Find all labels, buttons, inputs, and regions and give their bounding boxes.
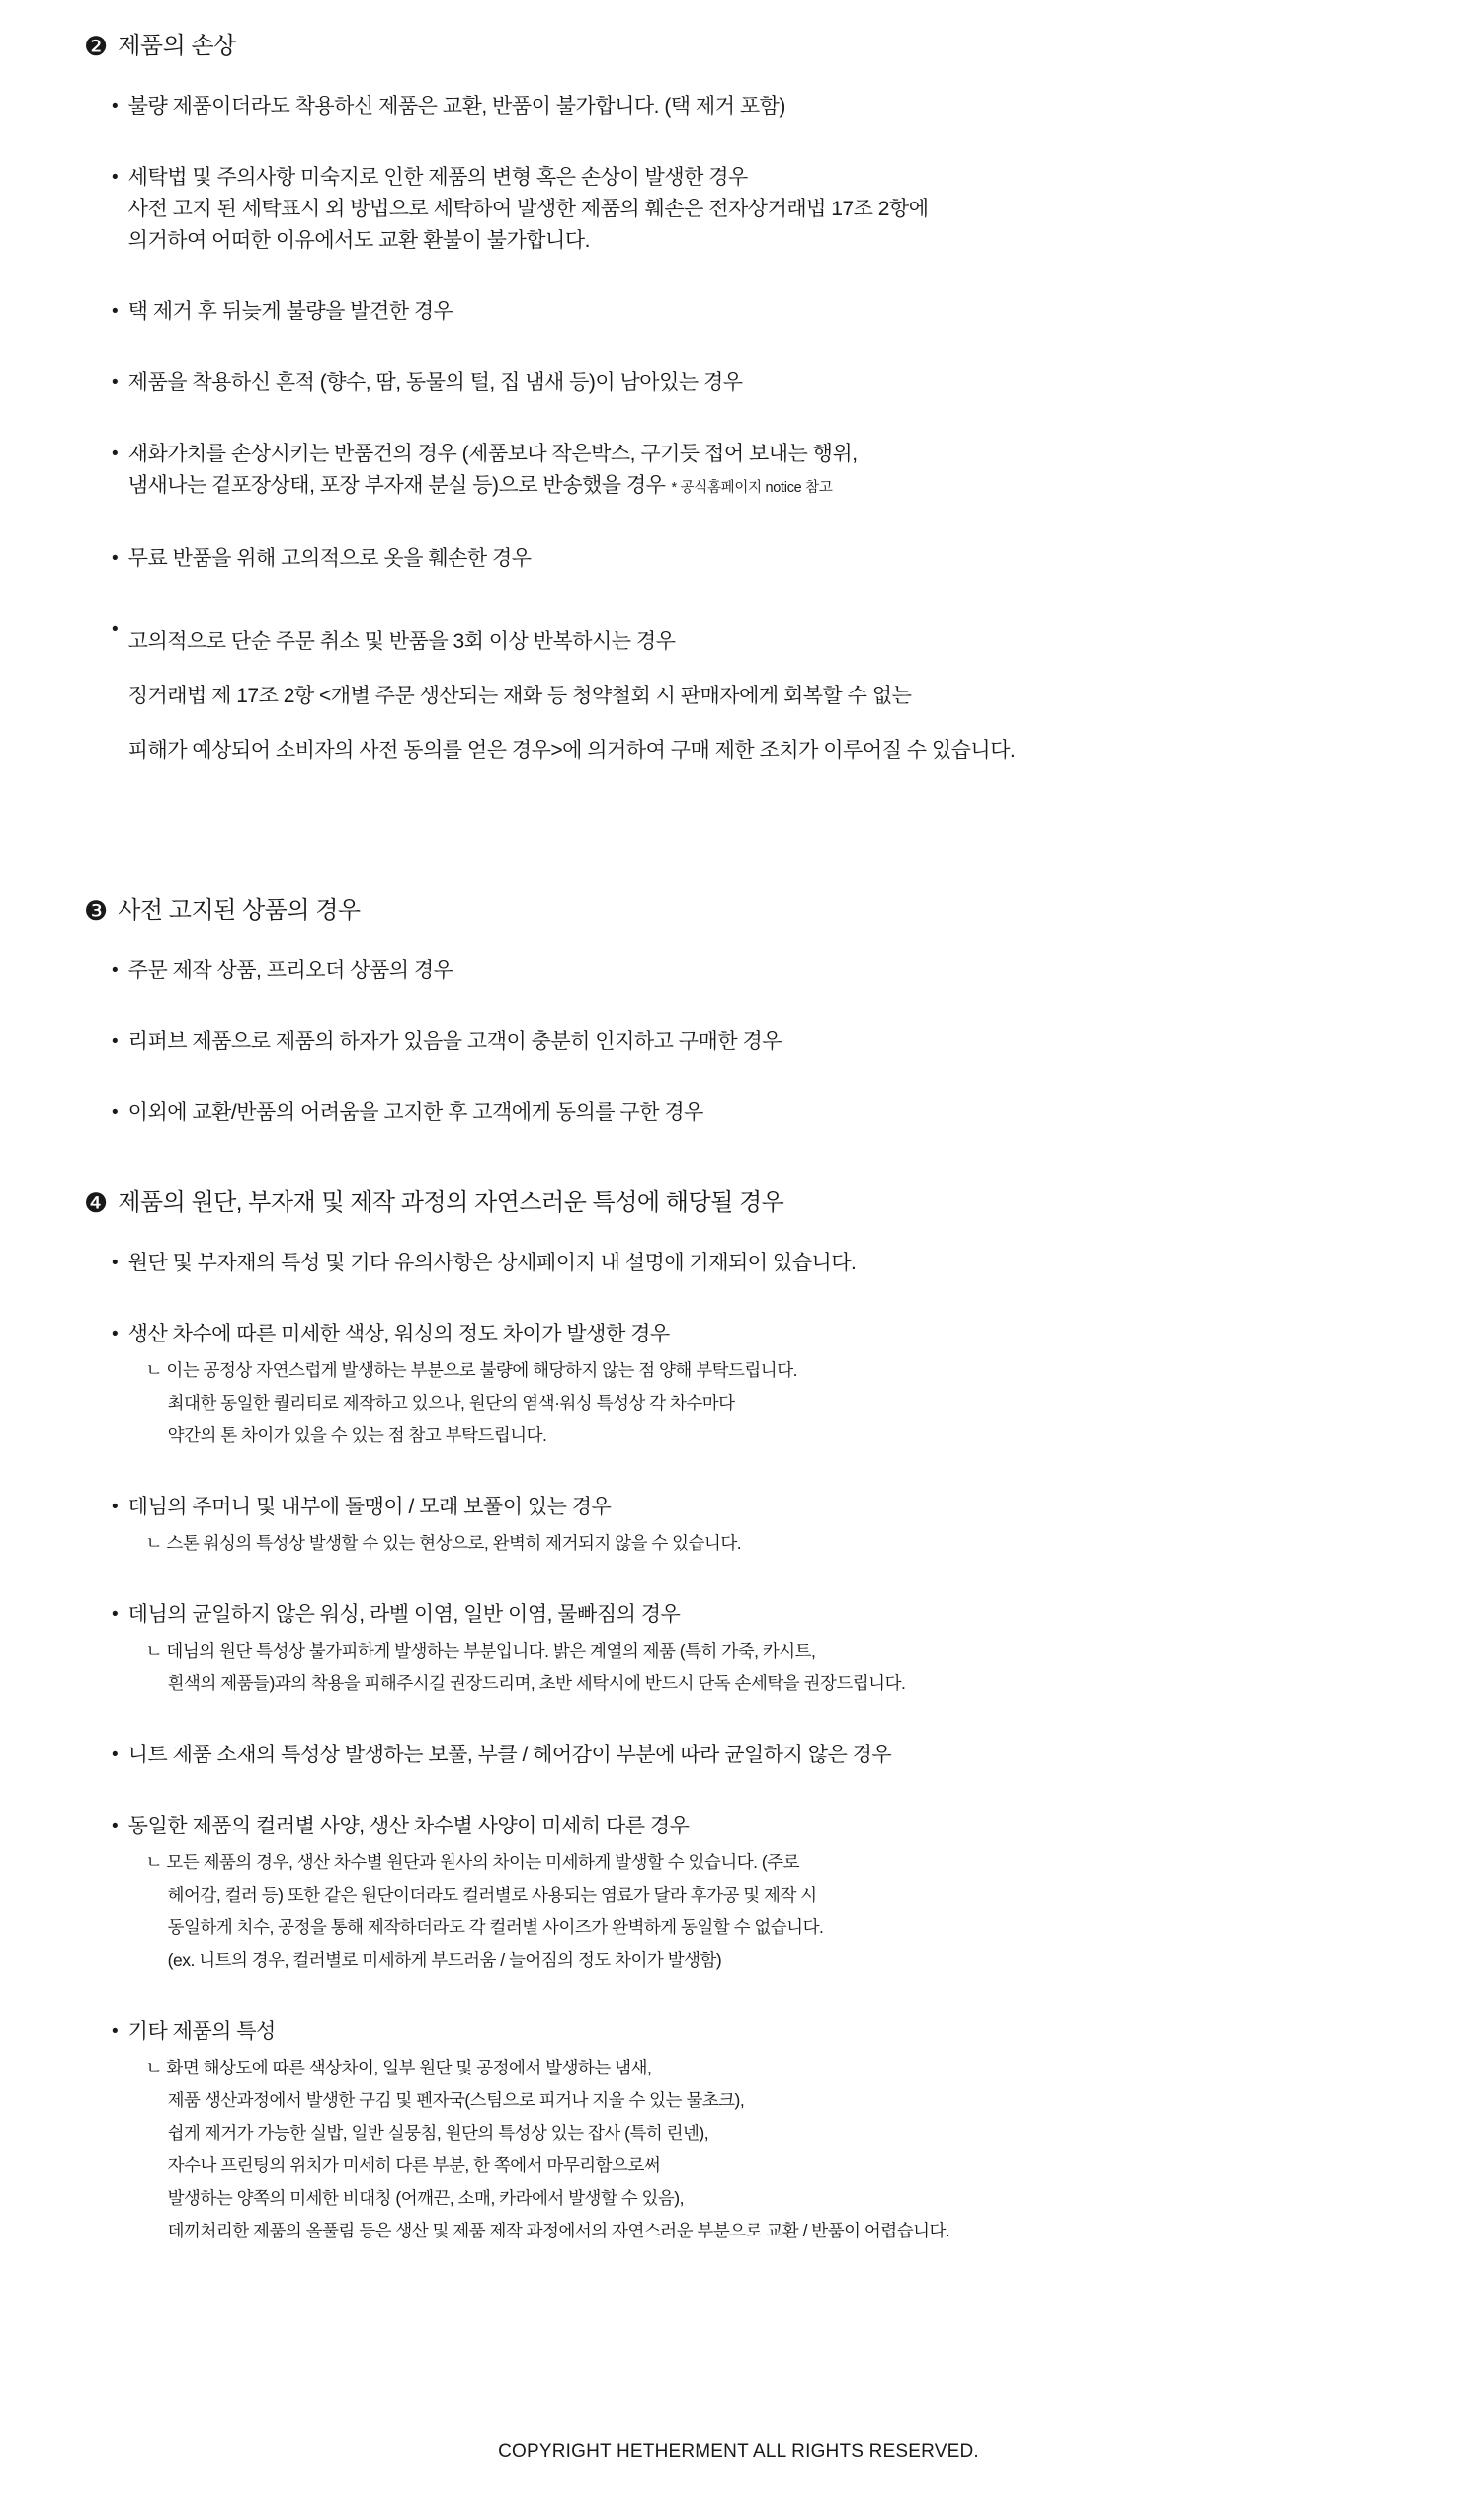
policy-subitem-line: 헤어감, 컬러 등) 또한 같은 원단이더라도 컬러별로 사용되는 염료가 달라 후가공 및 제작 시 [167, 1885, 817, 1905]
footer-copyright: COPYRIGHT HETHERMENT ALL RIGHTS RESERVED. [498, 2441, 979, 2462]
bullet-icon: • [112, 1497, 119, 1517]
item-lines [128, 1026, 1393, 1058]
policy-item-note: * 공식홈페이지 notice 참고 [671, 480, 833, 496]
policy-subitem-line: 자수나 프린팅의 위치가 미세히 다른 부분, 한 쪽에서 마무리함으로써 [167, 2155, 661, 2175]
policy-subitem-line: 최대한 동일한 퀄리티로 제작하고 있으나, 원단의 염색·워싱 특성상 각 차수마다 [167, 1393, 735, 1413]
item-lines [128, 614, 1393, 777]
item-lines [128, 543, 1393, 575]
policy-item [112, 543, 1393, 575]
section-items [84, 91, 1393, 777]
policy-item [112, 1811, 1393, 1977]
policy-item-line: 주문 제작 상품, 프리오더 상품의 경우 [127, 959, 453, 982]
item-lines [128, 367, 1393, 399]
policy-item [112, 1319, 1393, 1452]
section-header [84, 896, 1393, 926]
policy-item [112, 1097, 1393, 1129]
policy-item-line: 리퍼브 제품으로 제품의 하자가 있음을 고객이 충분히 인지하고 구매한 경우 [127, 1030, 782, 1053]
policy-subitem-line: 발생하는 양쪽의 미세한 비대칭 (어깨끈, 소매, 카라에서 발생할 수 있음), [167, 2188, 684, 2208]
policy-item-line: 원단 및 부자재의 특성 및 기타 유의사항은 상세페이지 내 설명에 기재되어 있습니다. [127, 1252, 857, 1274]
item-lines [128, 1248, 1393, 1279]
policy-item [112, 955, 1393, 987]
bullet-icon: • [112, 1816, 119, 1836]
policy-item-line: 생산 차수에 따른 미세한 색상, 워싱의 정도 차이가 발생한 경우 [127, 1323, 670, 1345]
policy-subitem-line: ㄴ 이는 공정상 자연스럽게 발생하는 부분으로 불량에 해당하지 않는 점 양해 부탁드립니다. [145, 1360, 797, 1380]
policy-item-line: 냄새나는 겉포장상태, 포장 부자재 분실 등)으로 반송했을 경우 * 공식홈페이지 notice 참고 [127, 474, 833, 497]
item-lines [128, 1097, 1393, 1129]
policy-section [84, 896, 1393, 1129]
policy-item [112, 1026, 1393, 1058]
bullet-icon: • [112, 960, 119, 981]
bullet-icon: • [112, 372, 119, 393]
policy-item-line: 니트 제품 소재의 특성상 발생하는 보풀, 부클 / 헤어감이 부분에 따라 균일하지 않은 경우 [127, 1744, 892, 1766]
policy-subitem-line: (ex. 니트의 경우, 컬러별로 미세하게 부드러움 / 늘어짐의 정도 차이가 발생함) [167, 1950, 722, 1970]
policy-subitem-line: 제품 생산과정에서 발생한 구김 및 펜자국(스팀으로 피거나 지울 수 있는 물초크), [167, 2090, 745, 2110]
item-lines [128, 439, 1393, 504]
bullet-icon: • [112, 444, 119, 464]
policy-section [84, 1188, 1393, 2247]
policy-subitem-line: ㄴ 모든 제품의 경우, 생산 차수별 원단과 원사의 차이는 미세하게 발생할 수 있습니다. (주로 [145, 1852, 799, 1872]
section-title: 제품의 손상 [118, 33, 236, 59]
item-lines [128, 955, 1393, 987]
bullet-icon: • [112, 548, 119, 569]
policy-item [112, 1599, 1393, 1700]
bullet-icon: • [112, 1031, 119, 1052]
policy-item [112, 91, 1393, 122]
policy-item [112, 2016, 1393, 2247]
policy-item [112, 439, 1393, 504]
item-lines [128, 1319, 1393, 1452]
policy-item-line: 고의적으로 단순 주문 취소 및 반품을 3회 이상 반복하시는 경우 [127, 630, 676, 653]
policy-item [112, 1740, 1393, 1771]
policy-item [112, 614, 1393, 777]
section-number-icon: ❹ [84, 1188, 109, 1218]
bullet-icon: • [112, 619, 119, 640]
item-lines [128, 296, 1393, 328]
item-lines [128, 2016, 1393, 2247]
policy-item [112, 367, 1393, 399]
bullet-icon: • [112, 1102, 119, 1123]
policy-item-line: 정거래법 제 17조 2항 <개별 주문 생산되는 재화 등 청약철회 시 판매자에게 회복할 수 없는 [127, 685, 912, 707]
policy-item-line: 세탁법 및 주의사항 미숙지로 인한 제품의 변형 혹은 손상이 발생한 경우 [127, 166, 748, 189]
section-title: 사전 고지된 상품의 경우 [118, 897, 361, 924]
section-header [84, 32, 1393, 61]
bullet-icon: • [112, 1604, 119, 1625]
item-lines [128, 1740, 1393, 1771]
policy-item-line: 데님의 균일하지 않은 워싱, 라벨 이염, 일반 이염, 물빠짐의 경우 [127, 1603, 681, 1626]
policy-subitem-line: 데끼처리한 제품의 올풀림 등은 생산 및 제품 제작 과정에서의 자연스러운 부분으로 교환 / 반품이 어렵습니다. [167, 2221, 950, 2240]
item-sublines [128, 1354, 1393, 1452]
bullet-icon: • [112, 1745, 119, 1765]
policy-section [84, 32, 1393, 777]
policy-item-line: 택 제거 후 뒤늦게 불량을 발견한 경우 [127, 300, 453, 323]
policy-item-line: 사전 고지 된 세탁표시 외 방법으로 세탁하여 발생한 제품의 훼손은 전자상거래법 17조 2항에 [127, 198, 929, 220]
section-items [84, 1248, 1393, 2247]
policy-item [112, 296, 1393, 328]
policy-subitem-line: 약간의 톤 차이가 있을 수 있는 점 참고 부탁드립니다. [167, 1425, 547, 1445]
policy-subitem-line: ㄴ 스톤 워싱의 특성상 발생할 수 있는 현상으로, 완벽히 제거되지 않을 수 있습니다. [145, 1533, 742, 1553]
policy-subitem-line: ㄴ 화면 해상도에 따른 색상차이, 일부 원단 및 공정에서 발생하는 냄새, [145, 2058, 652, 2077]
item-lines [128, 1492, 1393, 1560]
policy-item-line: 무료 반품을 위해 고의적으로 옷을 훼손한 경우 [127, 547, 532, 570]
policy-subitem-line: 흰색의 제품들)과의 착용을 피해주시길 권장드리며, 초반 세탁시에 반드시 단독 손세탁을 권장드립니다. [167, 1673, 906, 1693]
policy-subitem-line: 쉽게 제거가 가능한 실밥, 일반 실뭉침, 원단의 특성상 있는 잡사 (특히 린넨), [167, 2123, 709, 2143]
policy-item [112, 162, 1393, 257]
section-title: 제품의 원단, 부자재 및 제작 과정의 자연스러운 특성에 해당될 경우 [118, 1189, 784, 1216]
item-lines [128, 91, 1393, 122]
bullet-icon: • [112, 1253, 119, 1273]
item-lines [128, 1599, 1393, 1700]
bullet-icon: • [112, 301, 119, 322]
policy-item [112, 1492, 1393, 1560]
bullet-icon: • [112, 2021, 119, 2042]
policy-item-line: 피해가 예상되어 소비자의 사전 동의를 얻은 경우>에 의거하여 구매 제한 조치가 이루어질 수 있습니다. [127, 739, 1016, 762]
section-header [84, 1188, 1393, 1218]
item-sublines [128, 1846, 1393, 1977]
item-lines [128, 162, 1393, 257]
policy-subitem-line: ㄴ 데님의 원단 특성상 불가피하게 발생하는 부분입니다. 밝은 계열의 제품 (특히 가죽, 카시트, [145, 1641, 816, 1661]
policy-item-line: 기타 제품의 특성 [127, 2020, 276, 2043]
item-sublines [128, 1635, 1393, 1700]
policy-item-line: 이외에 교환/반품의 어려움을 고지한 후 고객에게 동의를 구한 경우 [127, 1101, 703, 1124]
bullet-icon: • [112, 167, 119, 188]
policy-item-line: 의거하여 어떠한 이유에서도 교환 환불이 불가합니다. [127, 229, 590, 252]
section-items [84, 955, 1393, 1129]
section-number-icon: ❸ [84, 896, 109, 926]
item-sublines [128, 2052, 1393, 2247]
sections [84, 32, 1393, 2287]
policy-item-line: 동일한 제품의 컬러별 사양, 생산 차수별 사양이 미세히 다른 경우 [127, 1815, 690, 1837]
policy-item [112, 1248, 1393, 1279]
bullet-icon: • [112, 96, 119, 117]
policy-item-line: 불량 제품이더라도 착용하신 제품은 교환, 반품이 불가합니다. (택 제거 포함) [127, 95, 785, 118]
policy-subitem-line: 동일하게 치수, 공정을 통해 제작하더라도 각 컬러별 사이즈가 완벽하게 동일할 수 없습니다. [167, 1917, 824, 1937]
item-sublines [128, 1527, 1393, 1560]
section-number-icon: ❷ [84, 32, 109, 61]
policy-item-line: 재화가치를 손상시키는 반품건의 경우 (제품보다 작은박스, 구기듯 접어 보내는 행위, [127, 443, 858, 465]
item-lines [128, 1811, 1393, 1977]
policy-item-line: 데님의 주머니 및 내부에 돌맹이 / 모래 보풀이 있는 경우 [127, 1496, 612, 1518]
bullet-icon: • [112, 1324, 119, 1344]
policy-item-line: 제품을 착용하신 흔적 (향수, 땀, 동물의 털, 집 냄새 등)이 남아있는 경우 [127, 371, 743, 394]
